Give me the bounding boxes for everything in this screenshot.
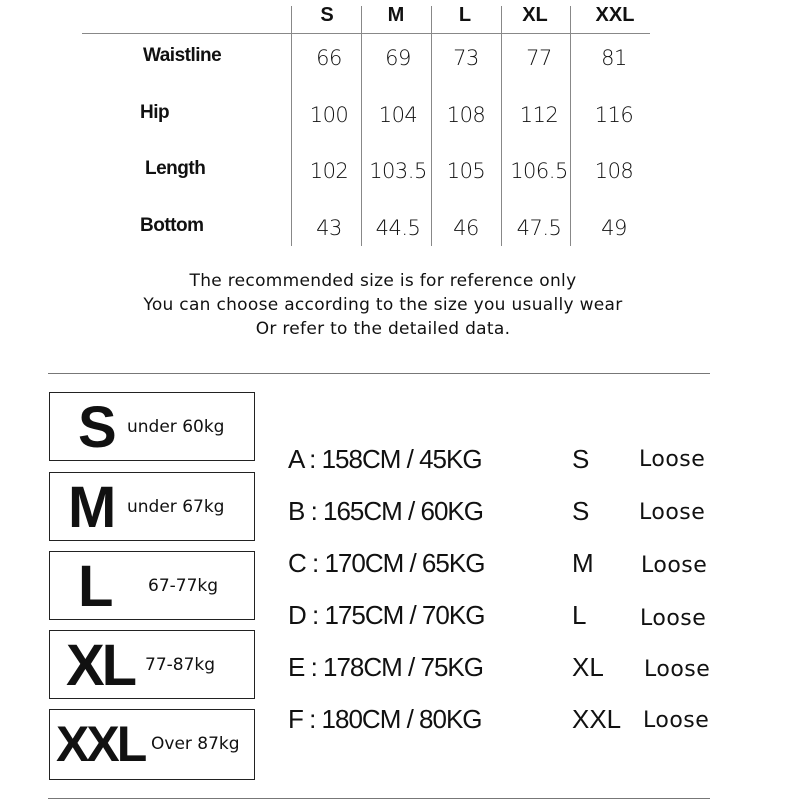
column-header-m: M: [387, 4, 405, 26]
column-header-s: S: [320, 4, 334, 26]
table-cell: 43: [316, 216, 342, 240]
recommendation-b: B : 165CM / 60KG: [288, 496, 483, 526]
recommended-size: S: [572, 444, 590, 474]
recommendation-c: C : 170CM / 65KG: [288, 548, 485, 578]
size-letter: S: [78, 395, 114, 460]
table-cell: 112: [519, 103, 559, 127]
fit-label: Loose: [639, 500, 706, 525]
note-line-1: The recommended size is for reference only: [189, 271, 577, 291]
recommendation-a: A : 158CM / 45KG: [288, 444, 482, 474]
fit-label: Loose: [644, 657, 711, 682]
table-cell: 100: [309, 103, 349, 127]
size-box-xxl: [49, 709, 255, 780]
recommended-size: XL: [572, 652, 604, 682]
size-letter: M: [68, 475, 114, 540]
table-cell: 73: [453, 46, 479, 70]
size-box-l: [49, 551, 255, 620]
recommended-size: L: [572, 600, 587, 630]
recommended-size: S: [572, 496, 590, 526]
table-cell: 116: [594, 103, 634, 127]
row-label-bottom: Bottom: [140, 215, 204, 236]
table-cell: 44.5: [375, 216, 421, 240]
size-weight: 67-77kg: [148, 576, 219, 596]
table-cell: 104: [378, 103, 418, 127]
fit-label: Loose: [640, 606, 707, 631]
size-weight: Over 87kg: [151, 734, 240, 754]
size-box-xl: [49, 630, 255, 699]
column-header-xxl: XXL: [595, 4, 635, 26]
size-weight: 77-87kg: [145, 655, 216, 675]
fit-label: Loose: [639, 447, 706, 472]
size-letter: XL: [66, 633, 135, 698]
row-label-hip: Hip: [140, 102, 170, 123]
size-box-m: [49, 472, 255, 541]
column-divider: [501, 6, 502, 246]
column-header-l: L: [458, 4, 472, 26]
table-cell: 103.5: [369, 159, 427, 183]
fit-label: Loose: [641, 553, 708, 578]
table-cell: 66: [316, 46, 342, 70]
table-header-divider: [82, 33, 650, 34]
table-cell: 108: [594, 159, 634, 183]
table-cell: 49: [601, 216, 627, 240]
column-header-xl: XL: [522, 4, 548, 26]
table-cell: 108: [446, 103, 486, 127]
table-cell: 47.5: [516, 216, 562, 240]
size-box-s: [49, 392, 255, 461]
row-label-length: Length: [145, 158, 206, 179]
recommended-size: M: [572, 548, 594, 578]
recommendation-d: D : 175CM / 70KG: [288, 600, 485, 630]
recommended-size: XXL: [572, 704, 622, 734]
table-cell: 46: [453, 216, 479, 240]
table-cell: 106.5: [510, 159, 568, 183]
table-cell: 105: [446, 159, 486, 183]
size-letter: XXL: [56, 716, 145, 772]
size-letter: L: [78, 554, 111, 619]
size-weight: under 67kg: [127, 497, 225, 517]
column-divider: [291, 6, 292, 246]
fit-label: Loose: [643, 708, 710, 733]
section-divider: [48, 798, 710, 799]
note-line-3: Or refer to the detailed data.: [255, 319, 511, 339]
note-line-2: You can choose according to the size you usually wear: [143, 295, 623, 315]
table-cell: 81: [601, 46, 627, 70]
section-divider: [48, 373, 710, 374]
row-label-waistline: Waistline: [143, 45, 222, 66]
table-cell: 77: [526, 46, 552, 70]
table-cell: 102: [309, 159, 349, 183]
recommendation-f: F : 180CM / 80KG: [288, 704, 482, 734]
table-cell: 69: [385, 46, 411, 70]
size-weight: under 60kg: [127, 417, 225, 437]
recommendation-e: E : 178CM / 75KG: [288, 652, 483, 682]
